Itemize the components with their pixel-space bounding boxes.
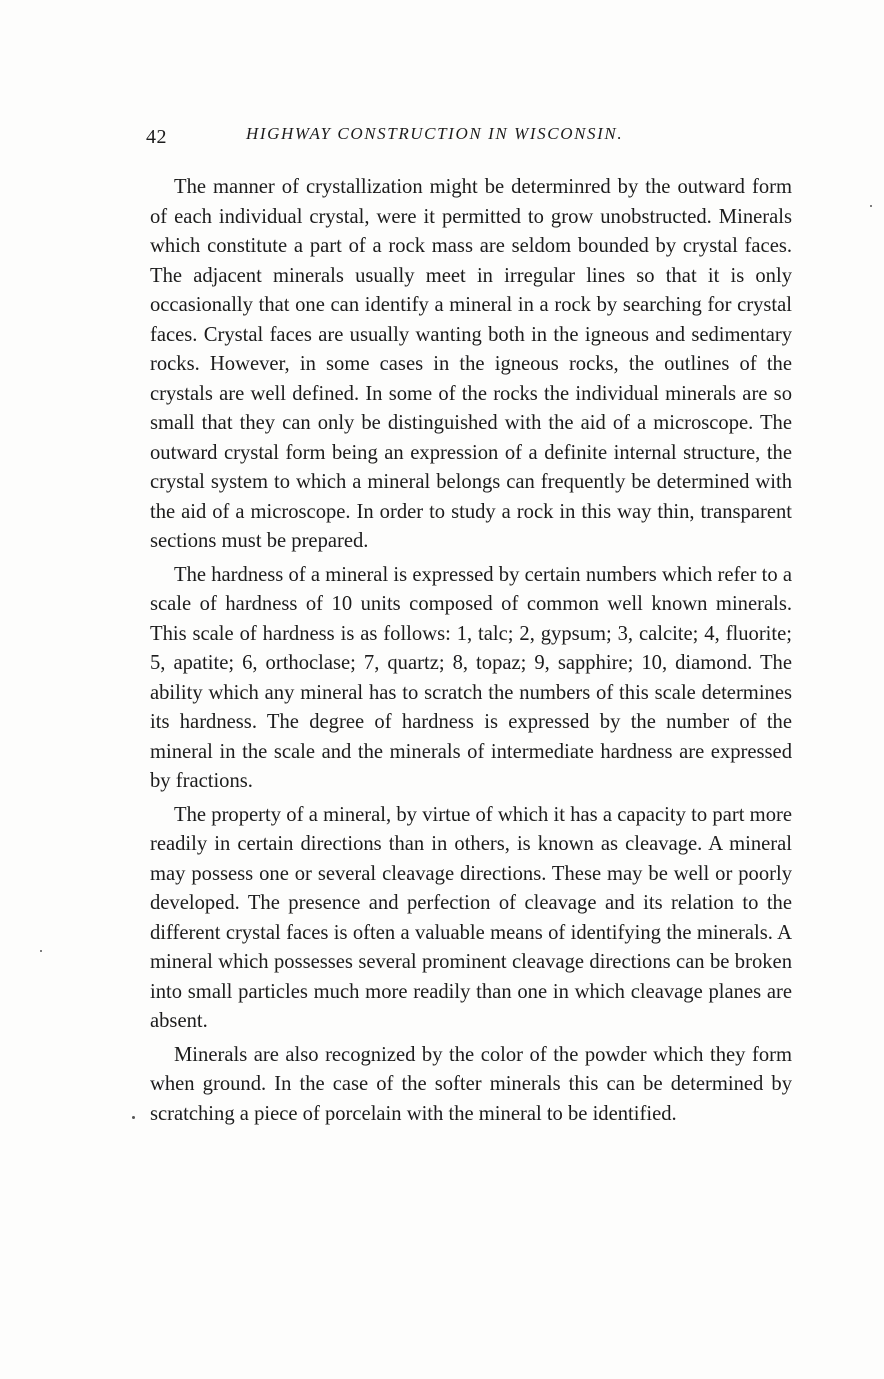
paragraph-hardness: The hardness of a mineral is expressed by certain numbers which refer to a scale of hardness of 10 units composed of common well known minerals. This scale of hardness is as follows: 1, talc; 2, gypsum; 3, calcite; 4, fluorite; 5, apatite; 6, orthoclase; 7, quartz; 8, topaz; 9, sapphire; 10, diamond. The ability which any mineral has to scratch the numbers of this scale determines its hardness. The degree of hardness is expressed by the number of the mineral in the scale and the minerals of intermediate hardness are expressed by fractions. xyxy=(150,563,792,792)
body-text xyxy=(150,173,792,1133)
scan-speck xyxy=(870,205,872,207)
page-header xyxy=(146,120,806,150)
paragraph-cleavage: The property of a mineral, by virtue of which it has a capacity to part more readily in certain directions than in others, is known as cleavage. A mineral may possess one or several cleavage directions. These may be well or poorly developed. The presence and perfection of cleavage and its relation to the different crystal faces is often a valuable means of identifying the minerals. A mineral which possesses several prominent cleavage directions can be broken into small particles much more readily than one in which cleavage planes are absent. xyxy=(150,803,792,1032)
scan-speck xyxy=(132,1116,135,1119)
scan-speck xyxy=(40,950,42,952)
page-number: 42 xyxy=(146,126,167,148)
paragraph-powder-color: Minerals are also recognized by the color of the powder which they form when ground. In the case of the softer minerals this can be determined by scratching a piece of porcelain with the mineral to be identified. xyxy=(150,1043,792,1125)
running-title: HIGHWAY CONSTRUCTION IN WISCONSIN. xyxy=(246,124,624,143)
paragraph-crystallization: The manner of crystallization might be determinred by the outward form of each individual crystal, were it permitted to grow unobstructed. Minerals which constitute a part of a rock mass are seldom bounded by crystal faces. The adjacent minerals usually meet in irregular lines so that it is only occasionally that one can identify a mineral in a rock by searching for crystal faces. Crystal faces are usually wanting both in the igneous and sedimentary rocks. However, in some cases in the igneous rocks, the outlines of the crystals are well defined. In some of the rocks the individual minerals are so small that they can only be distinguished with the aid of a microscope. The outward crystal form being an expression of a definite internal structure, the crystal system to which a mineral belongs can frequently be determined with the aid of a microscope. In order to study a rock in this way thin, transparent sections must be prepared. xyxy=(150,176,792,552)
